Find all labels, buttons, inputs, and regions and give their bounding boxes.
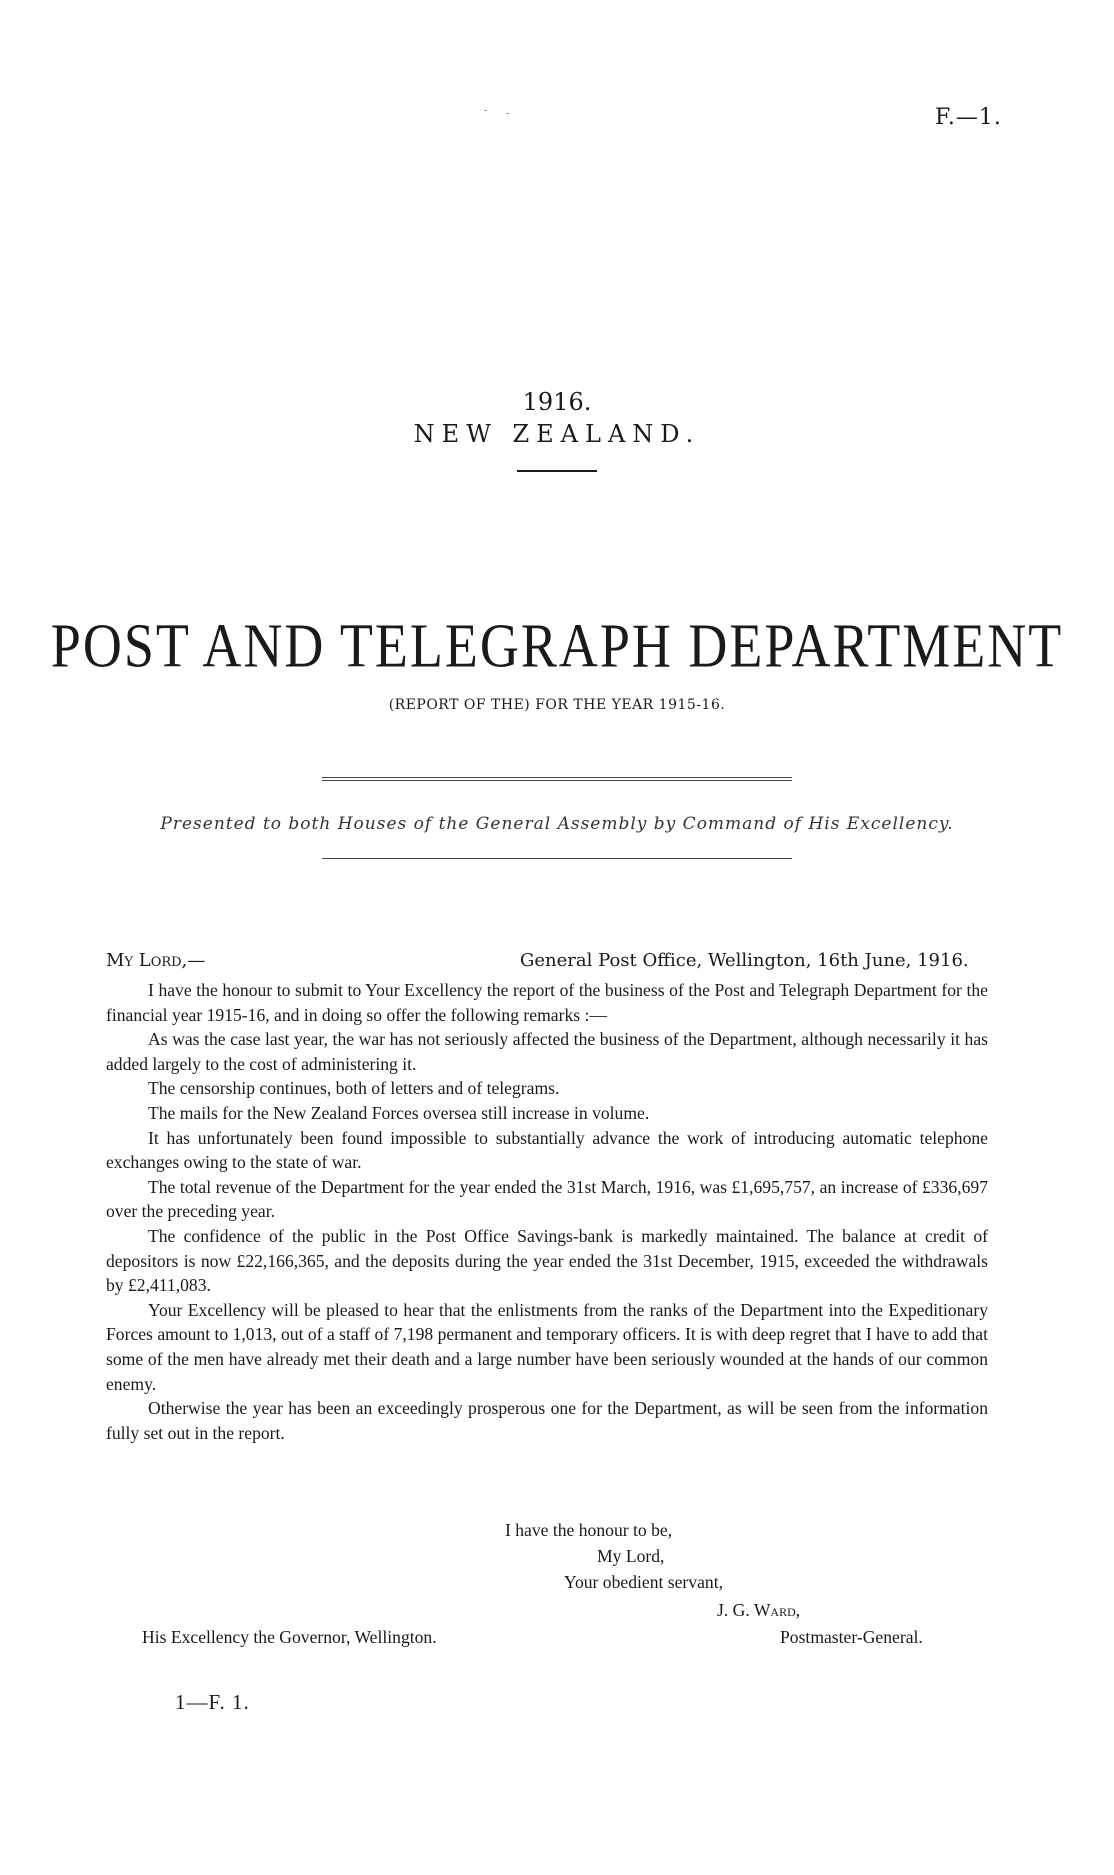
- addressee: His Excellency the Governor, Wellington.: [142, 1627, 437, 1647]
- signature-name: J. G. Ward,: [717, 1600, 801, 1620]
- document-title: POST AND TELEGRAPH DEPARTMENT: [50, 611, 1064, 681]
- paragraph: I have the honour to submit to Your Excellency the report of the business of the Post and Telegraph Department for the financial year 1915-16, and in doing so offer the following remarks :—: [106, 980, 988, 1025]
- paragraph: The total revenue of the Department for the year ended the 31st March, 1916, was £1,695,757, an increase of £336,697 over the preceding year.: [106, 1176, 988, 1222]
- document-subtitle: (REPORT OF THE) FOR THE YEAR 1915-16.: [388, 697, 726, 713]
- presentation-line: Presented to both Houses of the General Assembly by Command of His Excellency.: [160, 814, 954, 834]
- heading-divider: [517, 470, 597, 472]
- lower-rule: [322, 858, 792, 859]
- print-speck: [484, 110, 487, 111]
- paragraph: Your Excellency will be pleased to hear that the enlistments from the ranks of the Department into the Expeditionary Forces amount to 1,013, out of a staff of 7,198 permanent and temporary officers. It is with deep regret that I have to add that some of the men have already met their death and a large number have been seriously wounded at the hands of our common enemy.: [106, 1299, 988, 1394]
- paragraph: As was the case last year, the war has not seriously affected the business of the Department, although necessarily it has added largely to the cost of administering it.: [106, 1029, 988, 1074]
- paragraph: The mails for the New Zealand Forces oversea still increase in volume.: [148, 1102, 650, 1123]
- signature-title: Postmaster-General.: [780, 1627, 923, 1647]
- salutation: My Lord,—: [106, 950, 206, 971]
- country-heading: NEW ZEALAND.: [413, 420, 701, 448]
- closing-line: Your obedient servant,: [564, 1572, 723, 1592]
- sheet-reference: 1—F. 1.: [175, 1690, 250, 1714]
- paragraph: It has unfortunately been found impossible to substantially advance the work of introducing automatic telephone exchanges owing to the state of war.: [106, 1127, 988, 1173]
- dateline: General Post Office, Wellington, 16th June, 1916.: [520, 950, 969, 971]
- paragraph: The confidence of the public in the Post Office Savings-bank is markedly maintained. The balance at credit of depositors is now £22,166,365, and the deposits during the year ended the 31st December, 1915, exceeded the withdrawals by £2,411,083.: [106, 1225, 988, 1296]
- report-year: 1916.: [522, 388, 592, 416]
- paragraph: Otherwise the year has been an exceedingly prosperous one for the Department, as will be seen from the information fully set out in the report.: [106, 1398, 988, 1443]
- print-speck: [506, 113, 509, 114]
- paragraph: The censorship continues, both of letters and of telegrams.: [148, 1078, 560, 1099]
- upper-rule-double: [322, 780, 792, 781]
- upper-rule: [322, 777, 792, 778]
- page-reference: F.—1.: [935, 105, 1002, 130]
- closing-line: My Lord,: [597, 1546, 665, 1566]
- closing-line: I have the honour to be,: [505, 1520, 673, 1540]
- letter-body: [106, 978, 988, 1445]
